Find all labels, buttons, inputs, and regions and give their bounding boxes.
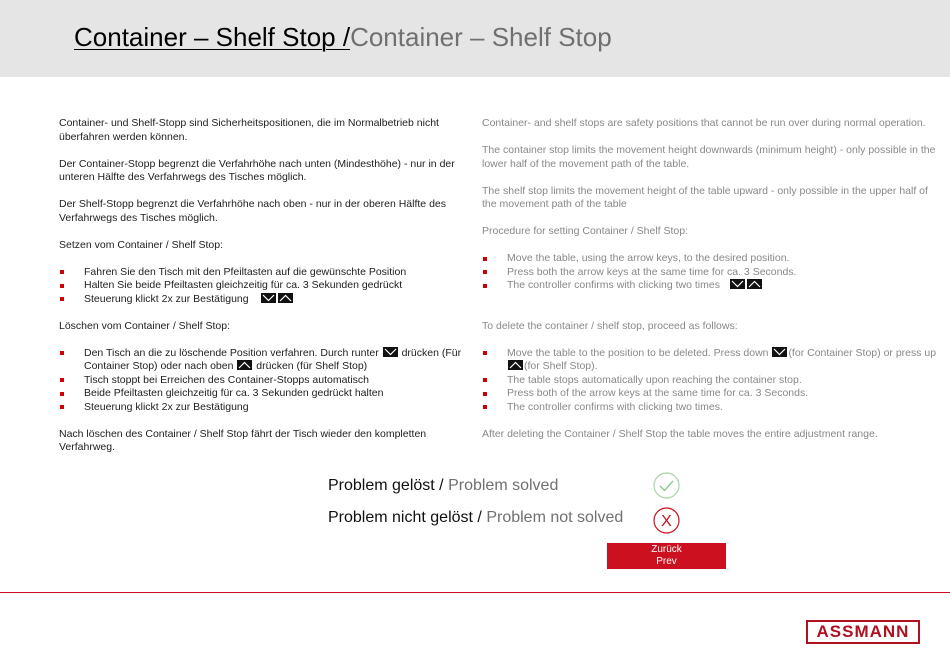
german-container-stop: Der Container-Stopp begrenzt die Verfahrhöhe nach unten (Mindesthöhe) - nur in der unteren Hälfte des Verfahrwegs des Tisches möglich. bbox=[59, 157, 455, 183]
problem-solved-label-en: Problem solved bbox=[448, 477, 559, 494]
list-item-text: The controller confirms with clicking two times bbox=[507, 279, 720, 291]
back-button-label-de: Zurück bbox=[651, 544, 682, 555]
list-item: Halten Sie beide Pfeiltasten gleichzeitig für ca. 3 Sekunden gedrückt bbox=[59, 279, 464, 293]
german-column bbox=[59, 117, 464, 455]
list-item: Move the table, using the arrow keys, to the desired position. bbox=[482, 252, 937, 266]
page-title bbox=[74, 20, 612, 54]
english-set-heading: Procedure for setting Container / Shelf Stop: bbox=[482, 225, 689, 237]
english-after: After deleting the Container / Shelf Stop the table moves the entire adjustment range. bbox=[482, 427, 878, 440]
logo-text: ASSMANN bbox=[816, 622, 910, 641]
arrow-down-key-icon bbox=[261, 293, 276, 303]
list-item: Beide Pfeiltasten gleichzeitig für ca. 3 Sekunden gedrückt halten bbox=[59, 387, 464, 401]
arrow-up-key-icon bbox=[747, 279, 762, 289]
list-item: Fahren Sie den Tisch mit den Pfeiltasten auf die gewünschte Position bbox=[59, 266, 464, 280]
list-item-text: (for Shelf Stop). bbox=[524, 360, 598, 372]
back-button-label-en: Prev bbox=[656, 556, 677, 567]
list-item-text: Den Tisch an die zu löschende Position verfahren. Durch runter bbox=[84, 346, 379, 359]
list-item bbox=[59, 347, 464, 374]
problem-not-solved-option[interactable] bbox=[328, 508, 623, 528]
english-delete-steps bbox=[482, 347, 937, 415]
problem-not-solved-label-en: Problem not solved bbox=[486, 509, 624, 526]
list-item: Steuerung klickt 2x zur Bestätigung bbox=[59, 401, 464, 415]
english-container-stop: The container stop limits the movement height downwards (minimum height) - only possible in the lower half of the movement path of the table. bbox=[482, 144, 936, 170]
german-intro: Container- und Shelf-Stopp sind Sicherheitspositionen, die im Normalbetrieb nicht überfahren werden können. bbox=[59, 117, 439, 143]
english-column bbox=[482, 117, 937, 441]
arrow-down-key-icon bbox=[730, 279, 745, 289]
x-mark-text: X bbox=[661, 513, 672, 530]
english-intro: Container- and shelf stops are safety positions that cannot be run over during normal operation. bbox=[482, 117, 926, 129]
list-item: Press both the arrow keys at the same time for ca. 3 Seconds. bbox=[482, 266, 937, 280]
arrow-up-key-icon bbox=[237, 360, 252, 370]
arrow-up-key-icon bbox=[508, 360, 523, 370]
title-german: Container – Shelf Stop / bbox=[74, 22, 351, 52]
arrow-down-key-icon bbox=[383, 347, 398, 357]
german-delete-heading: Löschen vom Container / Shelf Stop: bbox=[59, 319, 231, 332]
english-set-steps bbox=[482, 252, 937, 293]
back-button[interactable] bbox=[607, 543, 726, 569]
footer-divider bbox=[0, 592, 950, 593]
list-item-text: drücken (für Shelf Stop) bbox=[256, 360, 368, 372]
arrow-up-key-icon bbox=[278, 293, 293, 303]
x-circle-icon[interactable] bbox=[653, 507, 680, 534]
problem-solved-label-de: Problem gelöst / bbox=[328, 477, 444, 494]
assmann-logo bbox=[806, 620, 920, 644]
list-item-text: Steuerung klickt 2x zur Bestätigung bbox=[84, 292, 249, 305]
list-item bbox=[59, 293, 464, 307]
list-item: The table stops automatically upon reaching the container stop. bbox=[482, 374, 937, 388]
list-item bbox=[482, 347, 937, 374]
german-set-steps bbox=[59, 266, 464, 307]
list-item: The controller confirms with clicking two times. bbox=[482, 401, 937, 415]
german-set-heading: Setzen vom Container / Shelf Stop: bbox=[59, 238, 224, 251]
arrow-down-key-icon bbox=[772, 347, 787, 357]
list-item: Press both of the arrow keys at the same time for ca. 3 Seconds. bbox=[482, 387, 937, 401]
english-shelf-stop: The shelf stop limits the movement height of the table upward - only possible in the upper half of the movement path of the table bbox=[482, 184, 928, 210]
list-item-text: (for Container Stop) or press up bbox=[788, 346, 937, 359]
english-delete-heading: To delete the container / shelf stop, proceed as follows: bbox=[482, 319, 738, 332]
list-item-text: Move the table to the position to be deleted. Press down bbox=[507, 346, 769, 359]
list-item: Tisch stoppt bei Erreichen des Container-Stopps automatisch bbox=[59, 374, 464, 388]
german-delete-steps bbox=[59, 347, 464, 415]
problem-not-solved-label-de: Problem nicht gelöst / bbox=[328, 509, 482, 526]
problem-solved-option[interactable] bbox=[328, 476, 558, 496]
check-circle-icon[interactable] bbox=[653, 472, 680, 499]
list-item-text: drücken (Für Container Stop) oder nach oben bbox=[84, 346, 462, 372]
german-shelf-stop: Der Shelf-Stopp begrenzt die Verfahrhöhe nach oben - nur in der oberen Hälfte des Verfahrwegs des Tisches möglich. bbox=[59, 198, 446, 224]
german-after: Nach löschen des Container / Shelf Stop fährt der Tisch wieder den kompletten Verfahrweg. bbox=[59, 427, 427, 453]
title-english: Container – Shelf Stop bbox=[350, 22, 612, 52]
list-item bbox=[482, 279, 937, 293]
